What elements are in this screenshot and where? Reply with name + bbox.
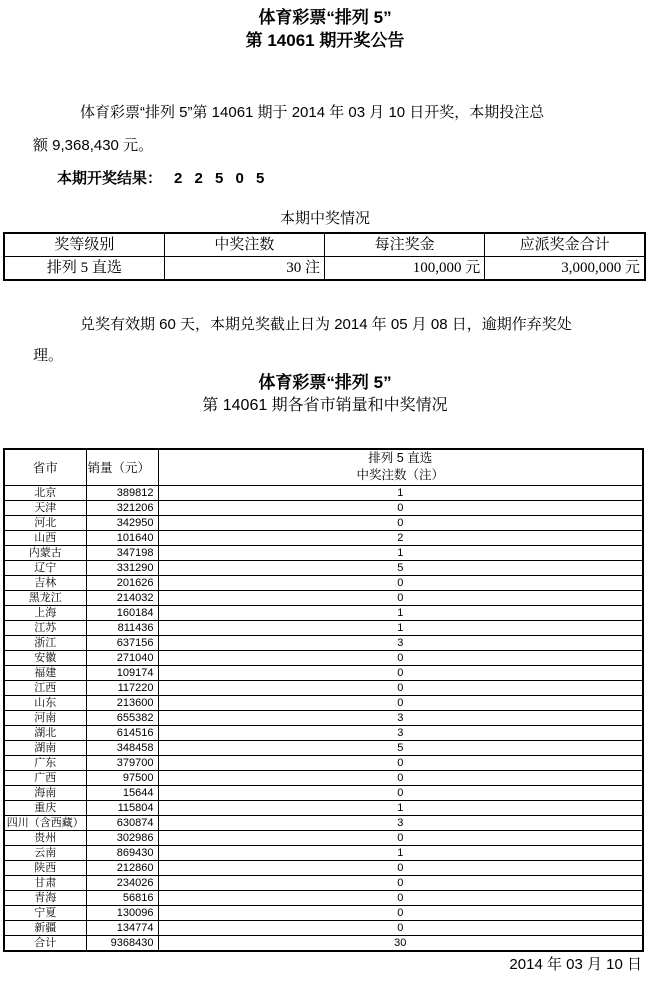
province-name: 青海: [4, 890, 86, 905]
win-count: 5: [158, 740, 643, 755]
redeem-line-2: 理。: [33, 347, 64, 364]
win-count: 0: [158, 860, 643, 875]
prize-table-body: [4, 257, 645, 281]
sales-amount: 101640: [86, 530, 158, 545]
province-name: 海南: [4, 785, 86, 800]
sales-amount: 347198: [86, 545, 158, 560]
document-title-line2: 第 14061 期开奖公告: [245, 31, 405, 50]
prize-header-count: 中奖注数: [164, 233, 324, 257]
province-name: 黑龙江: [4, 590, 86, 605]
province-header-name: 省市: [4, 449, 86, 485]
win-count: 1: [158, 605, 643, 620]
win-count: 1: [158, 800, 643, 815]
win-count: 0: [158, 755, 643, 770]
province-name: 四川（含西藏）: [4, 815, 86, 830]
sales-amount: 117220: [86, 680, 158, 695]
province-name: 吉林: [4, 575, 86, 590]
draw-result-digits: 2 2 5 0 5: [174, 170, 269, 187]
sales-amount: 234026: [86, 875, 158, 890]
sales-amount: 637156: [86, 635, 158, 650]
table-row: [4, 575, 643, 590]
table-row: [4, 500, 643, 515]
redeem-paragraph: [33, 309, 622, 371]
table-row: [4, 875, 643, 890]
table-row: [4, 515, 643, 530]
province-header-wins-line2: 中奖注数（注）: [356, 468, 444, 483]
win-count: 3: [158, 815, 643, 830]
province-name: 湖南: [4, 740, 86, 755]
intro-line-1: 体育彩票“排列 5”第 14061 期于 2014 年 03 月 10 日开奖，本期投注总: [80, 104, 545, 121]
win-count: 0: [158, 680, 643, 695]
province-name: 陕西: [4, 860, 86, 875]
section2-title-line2: 第 14061 期各省市销量和中奖情况: [202, 397, 448, 414]
table-row: [4, 560, 643, 575]
table-row: [4, 635, 643, 650]
win-count: 0: [158, 590, 643, 605]
win-count: 0: [158, 665, 643, 680]
table-row: [4, 485, 643, 500]
win-count: 3: [158, 725, 643, 740]
province-name: 江西: [4, 680, 86, 695]
table-row: [4, 770, 643, 785]
table-row: [4, 740, 643, 755]
win-count: 0: [158, 695, 643, 710]
province-name: 甘肃: [4, 875, 86, 890]
province-name: 新疆: [4, 920, 86, 935]
province-name: 天津: [4, 500, 86, 515]
province-name: 福建: [4, 665, 86, 680]
table-row: [4, 905, 643, 920]
prize-header-row: [4, 233, 645, 257]
table-row: [4, 650, 643, 665]
province-name: 宁夏: [4, 905, 86, 920]
province-name: 上海: [4, 605, 86, 620]
province-name: 合计: [4, 935, 86, 951]
table-row: [4, 755, 643, 770]
sales-amount: 379700: [86, 755, 158, 770]
sales-amount: 614516: [86, 725, 158, 740]
table-row: [4, 890, 643, 905]
province-sales-table: [3, 448, 644, 952]
table-row: [4, 710, 643, 725]
table-row: [4, 530, 643, 545]
table-row: [4, 845, 643, 860]
sales-amount: 56816: [86, 890, 158, 905]
province-name: 山东: [4, 695, 86, 710]
win-count: 0: [158, 890, 643, 905]
win-count: 2: [158, 530, 643, 545]
province-header-row: [4, 449, 643, 485]
province-name: 江苏: [4, 620, 86, 635]
prize-header-level: 奖等级别: [4, 233, 164, 257]
province-name: 辽宁: [4, 560, 86, 575]
sales-amount: 160184: [86, 605, 158, 620]
province-name: 贵州: [4, 830, 86, 845]
table-row: [4, 935, 643, 951]
province-name: 重庆: [4, 800, 86, 815]
section2-title-line1: 体育彩票“排列 5”: [258, 373, 392, 392]
win-count: 0: [158, 650, 643, 665]
sales-amount: 9368430: [86, 935, 158, 951]
province-name: 内蒙古: [4, 545, 86, 560]
prize-section-title: 本期中奖情况: [279, 211, 370, 227]
prize-header-amount: 每注奖金: [325, 233, 485, 257]
province-header-wins-line1: 排列 5 直选: [368, 451, 433, 466]
win-count: 30: [158, 935, 643, 951]
sales-amount: 130096: [86, 905, 158, 920]
sales-amount: 109174: [86, 665, 158, 680]
sales-amount: 15644: [86, 785, 158, 800]
sales-amount: 213600: [86, 695, 158, 710]
table-row: [4, 545, 643, 560]
draw-result-line: [57, 162, 650, 195]
table-row: [4, 860, 643, 875]
intro-paragraph: [33, 96, 622, 162]
province-name: 河北: [4, 515, 86, 530]
prize-header-total: 应派奖金合计: [485, 233, 645, 257]
table-row: [4, 725, 643, 740]
province-name: 北京: [4, 485, 86, 500]
province-name: 云南: [4, 845, 86, 860]
sales-amount: 348458: [86, 740, 158, 755]
win-count: 0: [158, 830, 643, 845]
prize-table: [3, 232, 646, 281]
sales-amount: 271040: [86, 650, 158, 665]
table-row: [4, 605, 643, 620]
province-name: 广东: [4, 755, 86, 770]
win-count: 0: [158, 515, 643, 530]
sales-amount: 134774: [86, 920, 158, 935]
redeem-line-1: 兑奖有效期 60 天，本期兑奖截止日为 2014 年 05 月 08 日，逾期作弃奖处: [80, 316, 572, 333]
province-header-wins: [158, 449, 643, 485]
win-count: 0: [158, 575, 643, 590]
win-count: 0: [158, 770, 643, 785]
win-count: 0: [158, 500, 643, 515]
sales-amount: 212860: [86, 860, 158, 875]
province-name: 河南: [4, 710, 86, 725]
sales-amount: 321206: [86, 500, 158, 515]
win-count: 0: [158, 785, 643, 800]
win-count: 1: [158, 485, 643, 500]
province-name: 湖北: [4, 725, 86, 740]
win-count: 0: [158, 905, 643, 920]
table-row: [4, 815, 643, 830]
win-count: 0: [158, 875, 643, 890]
sales-amount: 97500: [86, 770, 158, 785]
sales-amount: 811436: [86, 620, 158, 635]
table-row: [4, 620, 643, 635]
win-count: 3: [158, 710, 643, 725]
sales-amount: 302986: [86, 830, 158, 845]
draw-result-label: 本期开奖结果：: [57, 170, 163, 187]
win-count: 1: [158, 545, 643, 560]
win-count: 3: [158, 635, 643, 650]
province-name: 安徽: [4, 650, 86, 665]
prize-table-header: [4, 233, 645, 257]
sales-amount: 869430: [86, 845, 158, 860]
prize-level: 排列 5 直选: [4, 257, 164, 281]
table-row: [4, 680, 643, 695]
table-row: [4, 695, 643, 710]
province-table-body: [4, 485, 643, 951]
table-row: [4, 800, 643, 815]
win-count: 5: [158, 560, 643, 575]
table-row: [4, 257, 645, 281]
intro-line-2: 额 9,368,430 元。: [33, 137, 154, 154]
total-prize: 3,000,000 元: [485, 257, 645, 281]
win-count: 1: [158, 845, 643, 860]
sales-amount: 630874: [86, 815, 158, 830]
table-row: [4, 665, 643, 680]
sales-amount: 214032: [86, 590, 158, 605]
win-count: 1: [158, 620, 643, 635]
province-name: 浙江: [4, 635, 86, 650]
sales-amount: 342950: [86, 515, 158, 530]
province-name: 山西: [4, 530, 86, 545]
document-title-line1: 体育彩票“排列 5”: [258, 8, 392, 27]
table-row: [4, 785, 643, 800]
win-count: 30 注: [164, 257, 324, 281]
sales-amount: 331290: [86, 560, 158, 575]
table-row: [4, 830, 643, 845]
prize-per-bet: 100,000 元: [325, 257, 485, 281]
sales-amount: 655382: [86, 710, 158, 725]
sales-amount: 115804: [86, 800, 158, 815]
province-table-header: [4, 449, 643, 485]
province-header-sales: 销量（元）: [86, 449, 158, 485]
sales-amount: 201626: [86, 575, 158, 590]
province-name: 广西: [4, 770, 86, 785]
sales-amount: 389812: [86, 485, 158, 500]
win-count: 0: [158, 920, 643, 935]
table-row: [4, 920, 643, 935]
table-row: [4, 590, 643, 605]
document-date: 2014 年 03 月 10 日: [509, 955, 642, 973]
